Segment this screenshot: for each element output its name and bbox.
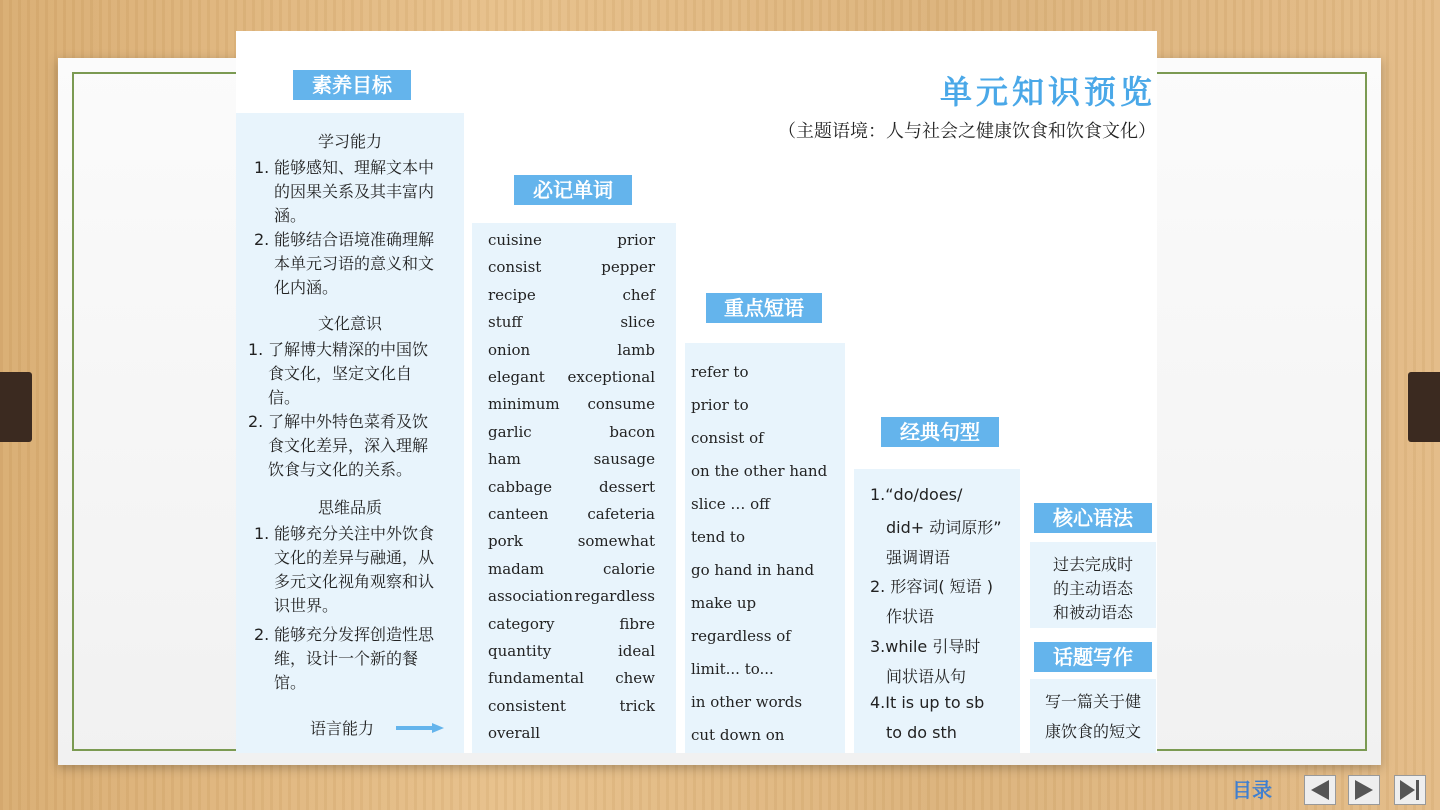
last-slide-button[interactable] [1394,775,1426,805]
vocab-word: lamb [617,340,655,359]
vocab-word: chef [622,285,655,304]
sentence-pattern-line: 3.while 引导时 [870,637,981,656]
vocab-word: prior [617,231,655,249]
vocab-word: cabbage [488,477,552,496]
vocab-word: pork [488,532,523,551]
vocab-word: ham [488,450,521,469]
binder-clip-left [0,372,32,442]
vocab-word: madam [488,559,544,578]
vocab-word: garlic [488,422,532,441]
vocab-word: minimum [488,395,560,414]
writing-line: 写一篇关于健 [1044,692,1141,711]
vocab-word: canteen [488,505,549,523]
vocab-word: fibre [619,614,655,633]
grammar-label: 核心语法 [1034,503,1152,533]
vocab-word: trick [619,696,655,715]
vocab-word: chew [615,669,655,688]
vocab-word: exceptional [567,368,655,386]
sentence-pattern-line: 作状语 [886,607,935,626]
slide [236,31,1157,753]
vocab-word: consume [587,395,655,414]
writing-line: 康饮食的短文 [1044,722,1141,741]
phrase-item: go hand in hand [691,561,815,579]
vocab-word: somewhat [577,532,655,551]
vocab-word: sausage [593,450,655,469]
vocab-word: quantity [488,642,552,660]
vocab-word: elegant [488,368,545,386]
vocab-word: category [488,614,555,633]
vocab-word: stuff [488,313,523,332]
skip-end-icon [1395,776,1425,804]
vocab-word: consistent [488,696,566,715]
triangle-left-icon [1305,776,1335,804]
vocab-word: regardless [574,587,655,606]
vocab-word: bacon [609,422,655,441]
vocab-word: slice [620,313,655,332]
learning-ability-item-1: 1. 能够感知、理解文本中的因果关系及其丰富内涵。 [254,158,435,225]
vocab-word: overall [488,724,541,743]
vocab-word: association [488,587,574,606]
phrase-item: limit... to... [691,660,774,678]
sentence-pattern-line: 2. 形容词( 短语 ) [870,577,994,596]
sentence-pattern-line: 4.It is up to sb [870,693,985,712]
vocab-word: cafeteria [587,505,655,523]
grammar-line: 过去完成时 [1052,555,1133,574]
vocab-word: cuisine [488,231,542,249]
slide-subtitle: （主题语境：人与社会之健康饮食和饮食文化） [778,121,1156,142]
vocab-word: fundamental [488,669,584,688]
vocab-word: recipe [488,285,536,304]
sentence-patterns-label: 经典句型 [881,417,999,447]
phrase-item: slice … off [691,495,770,513]
phrase-item: refer to [691,363,749,381]
grammar-line: 的主动语态 [1052,579,1133,598]
vocab-word: ideal [617,642,655,660]
sentence-pattern-line: 强调谓语 [886,548,951,567]
prev-slide-button[interactable] [1304,775,1336,805]
phrase-item: prior to [691,396,749,414]
thinking-quality-item-1: 1. 能够充分关注中外饮食文化的差异与融通，从多元文化视角观察和认识世界。 [254,524,435,615]
vocab-word: onion [488,340,531,359]
learning-ability-item-2: 2. 能够结合语境准确理解本单元习语的意义和文化内涵。 [254,230,435,297]
cultural-awareness-item-2: 2. 了解中外特色菜肴及饮食文化差异，深入理解饮食与文化的关系。 [248,412,429,479]
next-slide-button[interactable] [1348,775,1380,805]
binder-clip-right [1408,372,1440,442]
writing-label: 话题写作 [1034,642,1152,672]
phrase-item: on the other hand [691,462,828,480]
phrase-item: in other words [691,693,803,711]
language-ability-heading: 语言能力 [310,719,375,738]
vocabulary-label: 必记单词 [514,175,632,205]
slide-title: 单元知识预览 [939,73,1156,111]
phrases-label: 重点短语 [706,293,822,323]
cultural-awareness-heading: 文化意识 [317,314,382,333]
grammar-line: 和被动语态 [1052,603,1133,622]
sentence-pattern-line: 间状语从句 [886,667,967,686]
cultural-awareness-item-1: 1. 了解博大精深的中国饮食文化，坚定文化自信。 [248,340,429,407]
toc-link[interactable]: 目录 [1232,778,1272,802]
sentence-pattern-line: did+ 动词原形” [886,518,1002,537]
thinking-quality-heading: 思维品质 [317,498,382,517]
sentence-pattern-line: 1.“do/does/ [870,485,963,504]
learning-ability-heading: 学习能力 [317,132,382,151]
phrase-item: consist of [691,429,764,447]
vocab-word: consist [488,258,542,277]
phrase-item: regardless of [691,627,791,645]
vocab-word: pepper [601,258,655,277]
sentence-pattern-line: to do sth [886,723,957,742]
literacy-goals-label: 素养目标 [293,70,411,100]
vocab-word: dessert [599,477,655,496]
vocab-word: calorie [602,559,655,578]
phrase-item: cut down on [691,726,785,744]
phrase-item: tend to [691,528,745,546]
phrase-item: make up [691,594,757,612]
triangle-right-icon [1349,776,1379,804]
arrow-right-icon [396,723,444,733]
thinking-quality-item-2: 2. 能够充分发挥创造性思维，设计一个新的餐馆。 [254,625,435,692]
